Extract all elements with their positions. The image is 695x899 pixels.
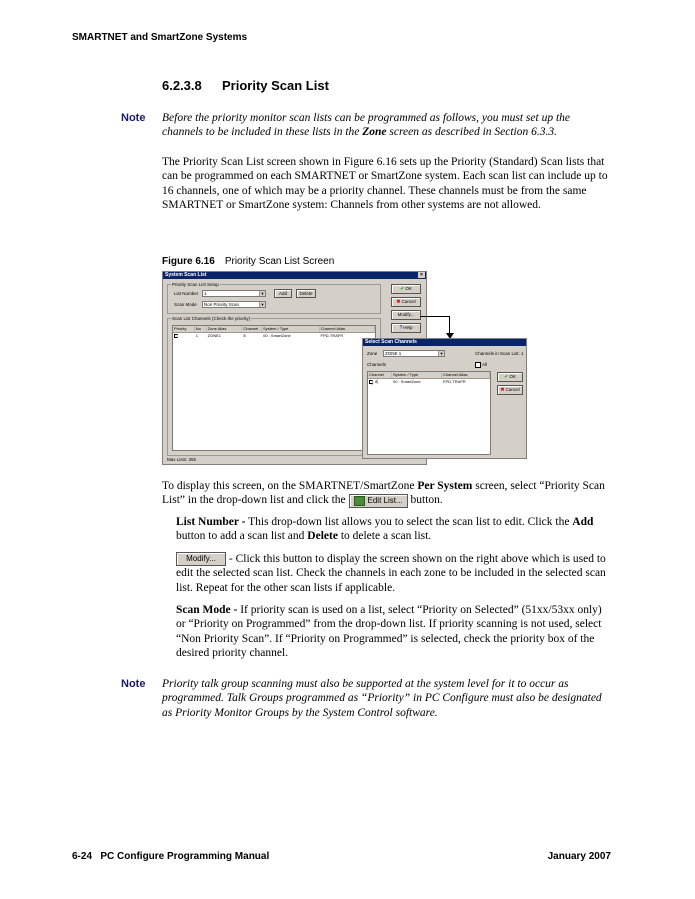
section-heading: [162, 78, 329, 93]
text-part: button.: [407, 494, 443, 507]
table-cell: 00 : SmartZone: [263, 333, 291, 338]
text-part: To display this screen, on the SMARTNET/SmartZone: [162, 480, 418, 492]
text-part: - Click this button to display the screen shown on the right above which is used to edit the selected scan list. Check the channels in each zone to be included in the selected scan list. Repeat for the other scan lists if applicable.: [176, 553, 606, 594]
help-button[interactable]: [391, 323, 421, 333]
dialog-titlebar: [163, 272, 426, 279]
scan-mode-paragraph: [176, 603, 612, 660]
cancel-label: Cancel: [401, 299, 416, 304]
list-number-select[interactable]: [202, 290, 266, 297]
channels-grid[interactable]: [367, 371, 491, 455]
grid-header: [368, 372, 490, 379]
figure-caption: [162, 256, 334, 267]
add-button[interactable]: Add: [274, 289, 292, 298]
list-number-value: 1: [204, 291, 207, 296]
channel-cell[interactable]: [368, 379, 392, 385]
select-scan-channels-dialog: [362, 338, 527, 459]
edit-list-label: Edit List...: [367, 495, 403, 505]
intro-paragraph: The Priority Scan List screen shown in Figure 6.16 sets up the Priority (Standard) Scan lists that can be programmed on each SMARTNET or SmartZone system. Each scan list can include up to 16 channels, one of which may be a priority channel. These channels must be from the same SMARTNET or SmartZone system: Channels from other systems are not allowed.: [162, 156, 608, 211]
scan-mode-value: Non Priority Scan: [204, 302, 240, 307]
note-bold-term: Zone: [362, 126, 387, 139]
help-label: Help: [403, 325, 413, 330]
note-text: Priority talk group scanning must also be supported at the system level for it to occur as programmed. Talk Groups programmed as “Priority” in PC Configure must also be designated as Priority Monitor Groups by the System Control software.: [162, 678, 602, 719]
cancel-button[interactable]: [497, 385, 523, 395]
figure-label: Figure 6.16: [162, 256, 215, 267]
column-header: Channel Alias: [320, 326, 375, 332]
arrow-connector: [449, 316, 450, 334]
text-part: If priority scan is used on a list, select “Priority on Selected” (51xx/53xx only) or “Priority on Programmed” from the drop-down list. If priority scanning is not used, select “Non Priority Scan”. If “Priority on Programmed” is selected, check the priority box of the desired priority channel.: [176, 604, 602, 659]
table-cell: FPD-TRAFR: [443, 379, 466, 384]
section-number: 6.2.3.8: [162, 78, 202, 93]
column-header: Channel: [368, 372, 392, 378]
zone-select[interactable]: [383, 350, 445, 357]
bold-term: Per System: [417, 480, 473, 492]
bold-term: Delete: [307, 530, 338, 543]
ok-button[interactable]: [497, 372, 523, 382]
running-header: SMARTNET and SmartZone Systems: [72, 32, 248, 43]
group-title: Scan List Channels (Check the priority): [172, 316, 251, 321]
in-scan-list-label: [475, 351, 524, 356]
table-row[interactable]: [173, 333, 375, 339]
ok-label: OK: [509, 374, 516, 379]
x-icon: ✖: [396, 299, 401, 305]
chevron-down-icon: ▼: [260, 291, 265, 296]
channel-number: 8: [375, 379, 378, 384]
zone-value: ZONE 1: [385, 351, 402, 356]
all-label: All: [482, 362, 488, 368]
all-checkbox[interactable]: [475, 362, 481, 368]
dialog-titlebar: [363, 339, 526, 346]
zone-label: Zone: [367, 351, 378, 356]
modify-paragraph: [176, 552, 612, 595]
table-cell: 8: [243, 333, 246, 338]
note-text-part: Before the priority monitor scan lists can be programmed as follows, you must set up the channels to be included in these lists in the: [162, 112, 571, 139]
column-header: Channel Alias: [442, 372, 490, 378]
dialog-title: Select Scan Channels: [365, 339, 417, 345]
text-part: button to add a scan list and: [176, 530, 308, 543]
column-header: System / Type: [392, 372, 442, 378]
footer-right: January 2007: [547, 851, 611, 862]
chevron-down-icon: ▼: [439, 351, 444, 356]
group-title: Priority Scan List Setup: [172, 282, 219, 287]
column-header: Channel: [242, 326, 262, 332]
column-header: No: [195, 326, 207, 332]
check-icon: ✔: [504, 374, 509, 380]
modify-button[interactable]: Modify...: [391, 310, 421, 320]
scan-mode-label: Scan Mode: [174, 302, 197, 307]
ok-button[interactable]: [391, 284, 421, 294]
column-header: System / Type: [262, 326, 319, 332]
table-cell: 00 : SmartZone: [393, 379, 421, 384]
modify-button[interactable]: Modify...: [176, 552, 226, 566]
ok-label: OK: [405, 286, 412, 291]
grid-header: [173, 326, 375, 333]
all-toggle[interactable]: [475, 362, 487, 368]
table-cell: FPD-TRAFR: [320, 333, 344, 338]
delete-button[interactable]: Delete: [296, 289, 316, 298]
priority-cell[interactable]: [173, 333, 195, 339]
list-icon: [354, 496, 365, 506]
scan-list-grid[interactable]: [172, 325, 376, 451]
scan-channels-group: [167, 318, 381, 456]
max-lists-status: Max Lists: 255: [167, 457, 197, 462]
in-scan-list-text: Channels in Scan List:: [475, 351, 520, 356]
note-text: [162, 111, 612, 140]
figure-title: Priority Scan List Screen: [224, 256, 335, 267]
in-scan-list-count: 1: [521, 351, 524, 356]
scan-mode-select[interactable]: [202, 301, 266, 308]
channels-label: Channels: [367, 362, 387, 367]
x-icon: ✖: [500, 387, 505, 393]
table-cell: 1: [195, 333, 199, 338]
priority-checkbox[interactable]: [174, 334, 178, 338]
term: Scan Mode -: [176, 604, 238, 616]
arrow-connector: [420, 316, 450, 317]
text-part: to delete a scan list.: [337, 530, 432, 543]
priority-setup-group: [167, 284, 381, 314]
display-paragraph: [162, 479, 612, 508]
edit-list-button[interactable]: [349, 494, 408, 508]
table-cell: ZONE1: [207, 333, 222, 338]
check-icon[interactable]: ✓: [371, 380, 375, 386]
list-number-paragraph: [176, 515, 612, 544]
text-part: This drop-down list allows you to select the scan list to edit. Click the: [245, 516, 573, 528]
chevron-down-icon: ▼: [260, 302, 265, 307]
help-icon: ?: [399, 325, 403, 331]
cancel-label: Cancel: [505, 387, 520, 392]
table-row[interactable]: [368, 379, 490, 385]
dialog-title: System Scan List: [165, 272, 207, 278]
note-label: Note: [121, 678, 146, 690]
list-number-label: List Number: [174, 291, 199, 296]
note-text-part: screen as described in Section 6.3.3.: [386, 126, 557, 139]
bold-term: Add: [572, 516, 594, 528]
text-part: screen, select “Priority Scan List” in the drop-down list and click the: [162, 480, 605, 507]
term: List Number -: [176, 516, 246, 528]
cancel-button[interactable]: [391, 297, 421, 307]
section-title: Priority Scan List: [222, 78, 329, 93]
column-header: Zone Alias: [207, 326, 243, 332]
note-label: Note: [121, 112, 146, 124]
check-icon: ✔: [400, 286, 405, 292]
column-header: Priority: [173, 326, 195, 332]
close-icon[interactable]: ×: [418, 272, 425, 278]
footer-left: 6-24 PC Configure Programming Manual: [72, 851, 270, 862]
